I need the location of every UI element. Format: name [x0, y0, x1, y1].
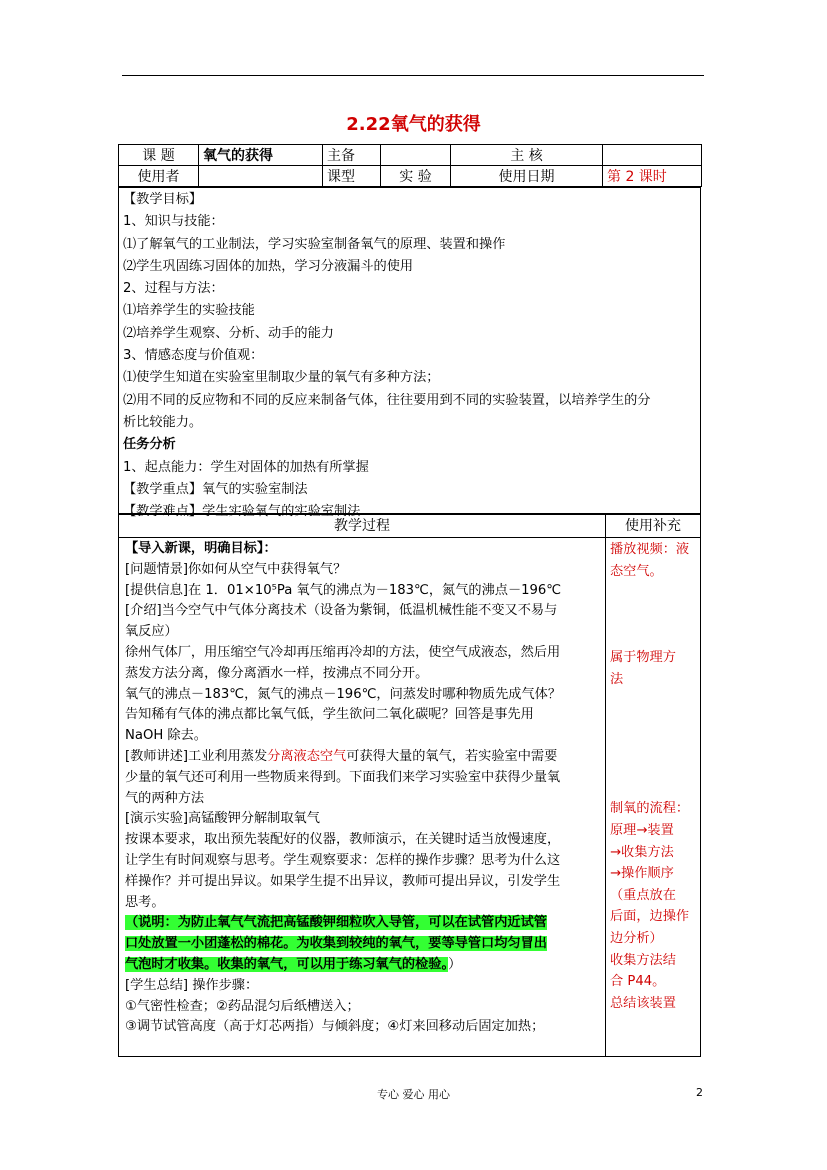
spacer: [610, 690, 696, 798]
supplement-line: 收集方法结: [610, 952, 676, 968]
goal-line: 2、过程与方法：: [123, 281, 224, 297]
spacer: [610, 582, 696, 647]
process-line: [演示实验]高锰酸钾分解制取氧气: [125, 811, 320, 827]
difficult-point: 【教学难点】学生实验氧气的实验室制法: [123, 504, 361, 520]
process-line: ③调节试管高度（高于灯芯两指）与倾斜度；④灯来回移动后固定加热；: [125, 1019, 545, 1035]
note-close: ）: [448, 956, 462, 972]
supplement-line: 属于物理方: [610, 650, 676, 666]
user-label: 使用者: [119, 166, 199, 187]
goal-line: ⑵用不同的反应物和不同的反应来制备气体，往往要用到不同的实验装置，以培养学生的分: [123, 392, 651, 408]
reviewer-label: 主 核: [451, 145, 603, 166]
supplement-line: 播放视频：液: [610, 542, 690, 557]
process-line: ①气密性检查；②药品混匀后纸槽送入；: [125, 998, 360, 1014]
goal-line: 1、知识与技能：: [123, 214, 224, 230]
lesson-type-label: 课型: [323, 166, 381, 187]
author-value: [381, 145, 451, 166]
goals-heading: 【教学目标】: [123, 192, 203, 207]
task-analysis-heading: 任务分析: [123, 437, 176, 453]
teaching-process-section: [118, 537, 606, 1057]
highlight-term: 分离液态空气: [267, 748, 347, 764]
date-label: 使用日期: [451, 166, 603, 187]
goal-line: ⑵学生巩固练习固体的加热，学习分液漏斗的使用: [123, 258, 414, 274]
process-header: 教学过程: [118, 514, 606, 538]
supplement-header: 使用补充: [605, 514, 701, 538]
process-line: [125, 747, 599, 768]
supplement-line: 总结该装置: [610, 995, 676, 1011]
process-line: [介绍]当今空气中气体分离技术（设备为紫铜，低温机械性能不变又不易与: [125, 603, 558, 619]
process-intro: 【导入新课，明确目标】：: [125, 541, 277, 556]
process-text: 可获得大量的氧气，若实验室中需要: [346, 748, 558, 764]
teaching-goals-section: [118, 187, 701, 520]
topic-label: 课 题: [119, 145, 199, 166]
goal-line: ⑴使学生知道在实验室里制取少量的氧气有多种方法；: [123, 370, 440, 386]
user-value: [199, 166, 323, 187]
supplement-line: 态空气。: [610, 563, 663, 579]
author-label: 主备: [323, 145, 381, 166]
goal-line: ⑴了解氧气的工业制法，学习实验室制备氧气的原理、装置和操作: [123, 236, 506, 252]
goal-line: 析比较能力。: [123, 414, 203, 430]
lesson-number: 第 2 课时: [603, 166, 702, 187]
process-line: 氧反应）: [125, 624, 178, 640]
process-line: 蒸发方法分离，像分离酒水一样，按沸点不同分开。: [125, 665, 429, 681]
goal-line: ⑵培养学生观察、分析、动手的能力: [123, 325, 334, 341]
supplement-line: 制氧的流程：: [610, 801, 690, 817]
supplement-line: →收集方法: [610, 844, 674, 860]
supplement-line: 后面，边操作: [610, 909, 690, 925]
process-line: 思考。: [125, 894, 165, 910]
note-line: [125, 934, 599, 955]
supplement-line: 原理→装置: [610, 822, 674, 838]
meta-row-1: [119, 145, 702, 166]
meta-row-2: [119, 166, 702, 187]
process-text: [教师讲述]工业利用蒸发: [125, 748, 268, 764]
header-rule: [122, 75, 704, 76]
process-line: 徐州气体厂，用压缩空气冷却再压缩再冷却的方法，使空气成液态，然后用: [125, 644, 561, 660]
note-line: [125, 913, 599, 934]
highlighted-note: （说明：为防止氧气气流把高锰酸钾细粒吹入导管，可以在试管内近试管: [125, 915, 547, 931]
goal-line: ⑴培养学生的实验技能: [123, 303, 255, 319]
process-line: 氧气的沸点－183℃，氮气的沸点－196℃，问蒸发时哪种物质先成气体？: [125, 686, 562, 702]
page-title: 2.22氧气的获得: [346, 114, 481, 135]
process-line: 气的两种方法: [125, 790, 205, 806]
process-line: 按课本要求，取出预先装配好的仪器，教师演示，在关键时适当放慢速度，: [125, 832, 561, 848]
page-number: 2: [696, 1086, 703, 1099]
process-line: NaOH 除去。: [125, 728, 207, 744]
goal-line: 3、情感态度与价值观：: [123, 348, 264, 364]
highlighted-note: 口处放置一小团蓬松的棉花。为收集到较纯的氧气，要等导管口均匀冒出: [125, 936, 547, 952]
topic-value: 氧气的获得: [199, 145, 323, 166]
process-line: [提供信息]在 1．01×10⁵Pa 氧气的沸点为－183℃，氮气的沸点－196℃: [125, 582, 562, 598]
process-line: 少量的氧气还可利用一些物质来得到。下面我们来学习实验室中获得少量氧: [125, 769, 561, 785]
reviewer-value: [603, 145, 702, 166]
process-line: [问题情景]你如何从空气中获得氧气？: [125, 561, 347, 577]
highlighted-note: 气泡时才收集。收集的氧气，可以用于练习氧气的检验。: [125, 956, 449, 972]
supplement-line: 法: [610, 671, 624, 687]
supplement-section: [605, 537, 701, 1057]
supplement-line: （重点放在: [610, 887, 676, 903]
process-line: 告知稀有气体的沸点都比氧气低，学生欲问二氧化碳呢？回答是事先用: [125, 707, 534, 723]
process-line: 让学生有时间观察与思考。学生观察要求：怎样的操作步骤？思考为什么这: [125, 852, 561, 868]
supplement-line: 边分析）: [610, 930, 663, 946]
note-line: [125, 955, 599, 976]
supplement-line: 合 P44。: [610, 974, 666, 990]
goal-line: 1、起点能力：学生对固体的加热有所掌握: [123, 459, 369, 475]
key-point: 【教学重点】氧气的实验室制法: [123, 481, 308, 497]
supplement-line: →操作顺序: [610, 866, 674, 882]
page-footer: 专心 爱心 用心: [377, 1088, 450, 1101]
lesson-meta-table: [118, 144, 702, 187]
process-line: [学生总结] 操作步骤：: [125, 977, 259, 993]
process-line: 样操作？并可提出异议。如果学生提不出异议，教师可提出异议，引发学生: [125, 873, 561, 889]
lesson-type-value: 实 验: [381, 166, 451, 187]
